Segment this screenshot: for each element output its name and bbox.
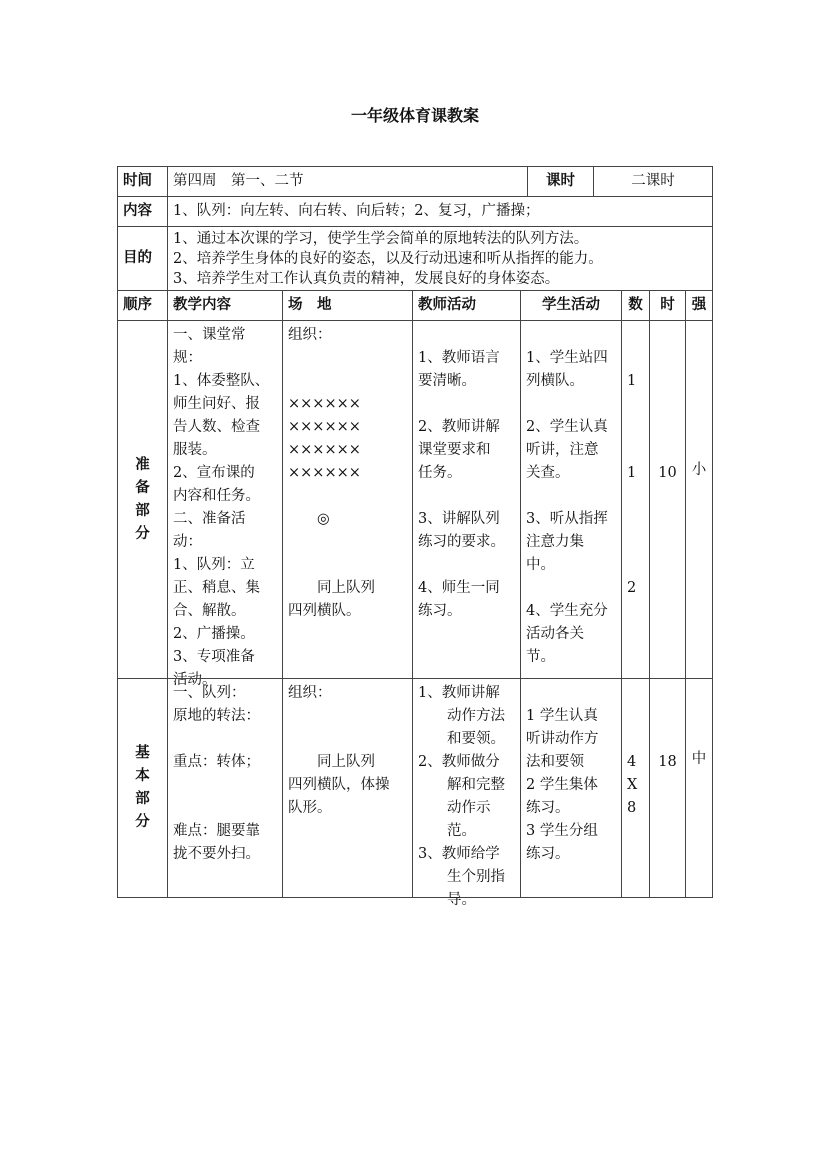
prep-content-cell [167,320,283,688]
col-header-venue: 场 地 [282,290,413,321]
cell-line: 列横队。 [526,373,584,389]
cell-line: 10 [658,465,677,481]
cell-line: 活动各关 [526,626,584,642]
page-title: 一年级体育课教案 [350,106,479,125]
prep-student-cell [520,320,622,679]
cell-line: 告人数、检查 [173,419,260,435]
cell-line [418,393,515,416]
cell-line [686,344,712,367]
cell-line: 合、解散。 [173,603,246,619]
cell-line [655,439,680,462]
cell-line: 3、听从指挥 [526,511,608,527]
cell-line: 法和要领 [526,754,584,770]
cell-line [655,324,680,347]
cell-line: 难点：腿要靠 [173,823,260,839]
cell-line [173,728,277,751]
cell-line: 要清晰。 [418,373,476,389]
cell-line: 1 [627,373,637,389]
cell-line: X [627,777,638,793]
time-value: 第四周 第一、二节 [167,166,528,197]
cell-line: 2、教师做分 [418,754,500,770]
cell-line: 队形。 [288,800,332,816]
cell-line: 重点：转体； [173,754,260,770]
prep-venue-cell [282,320,413,679]
cell-line: 2 学生集体 [526,777,598,793]
col-header-order: 顺序 [117,290,168,321]
cell-line [627,347,644,370]
cell-line [288,347,407,370]
cell-line: 注意力集 [526,534,584,550]
cell-line: 听讲动作方 [526,731,599,747]
cell-line [418,485,515,508]
cell-line [288,728,407,751]
cell-line [627,554,644,577]
cell-line [288,531,407,554]
basic-count-cell [621,678,650,898]
cell-line: 2、教师讲解 [418,419,500,435]
period-label: 课时 [527,166,594,197]
cell-line [627,508,644,531]
cell-line: 关查。 [526,465,570,481]
cell-line: 1、学生站四 [526,350,608,366]
goal-line: 3、培养学生对工作认真负责的精神，发展良好的身体姿态。 [173,271,560,287]
cell-line [627,439,644,462]
cell-line: 中。 [526,557,555,573]
cell-line [686,679,712,702]
prep-time-cell [649,320,686,679]
cell-line [655,728,680,751]
cell-line [686,702,712,725]
cell-line: 练习。 [526,800,570,816]
prep-intensity-cell [685,320,713,679]
cell-line [686,436,712,459]
cell-line: 练习。 [418,603,462,619]
cell-line: 1、体委整队、 [173,373,270,389]
cell-line: 2、宣布课的 [173,465,255,481]
cell-line: 师生问好、报 [173,396,260,412]
goal-line: 1、通过本次课的学习，使学生学会简单的原地转法的队列方法。 [173,231,589,247]
cell-line: 小 [691,462,707,478]
cell-line: 生个别指 [418,869,505,885]
time-label: 时间 [117,166,168,197]
cell-line: ×××××× [288,442,361,458]
cell-line: 1 [627,465,637,481]
cell-line: 4 [627,754,637,770]
cell-line: 任务。 [418,465,462,481]
cell-line [418,324,515,347]
cell-line: 课堂要求和 [418,442,491,458]
cell-line [288,485,407,508]
cell-line: 二、准备活 [173,511,246,527]
cell-line: ×××××× [288,465,361,481]
cell-line: 一、队列： [173,685,246,701]
cell-line: 活动。 [173,672,217,688]
cell-line [627,324,644,347]
cell-line: 拢不要外扫。 [173,846,260,862]
cell-line: 2 [627,580,637,596]
cell-line: 3、专项准备 [173,649,255,665]
cell-line [526,485,616,508]
cell-line [288,370,407,393]
cell-line: 18 [658,754,677,770]
cell-line: 1、教师语言 [418,350,500,366]
cell-line [526,682,616,705]
cell-line [655,347,680,370]
cell-line: 规： [173,350,202,366]
goal-label: 目的 [117,226,168,291]
cell-line: 练习。 [526,846,570,862]
col-header-teacher: 教师活动 [412,290,521,321]
cell-line: 中 [691,751,707,767]
cell-line: 服装。 [173,442,217,458]
basic-content-cell [167,678,283,898]
cell-line [627,485,644,508]
basic-time-cell [649,678,686,898]
cell-line [173,774,277,797]
cell-line [655,705,680,728]
cell-line [686,725,712,748]
cell-line: 2、学生认真 [526,419,608,435]
cell-line: 正、稍息、集 [173,580,260,596]
cell-line: ◎ [288,511,330,527]
section-label-basic: 基 本 部 分 [117,678,168,898]
cell-line [655,393,680,416]
cell-line [627,416,644,439]
cell-line: ×××××× [288,419,361,435]
cell-line: 4、师生一同 [418,580,500,596]
cell-line [526,393,616,416]
col-header-student: 学生活动 [520,290,622,321]
cell-line: 1、教师讲解 [418,685,500,701]
cell-line [526,324,616,347]
cell-line [627,705,644,728]
goal-cell [167,226,713,291]
col-header-intensity: 强 [685,290,713,321]
cell-line [686,413,712,436]
cell-line: 同上队列 [288,580,375,596]
cell-line: 3、教师给学 [418,846,500,862]
content-value: 1、队列：向左转、向右转、向后转；2、复习，广播操； [167,196,713,227]
cell-line [686,367,712,390]
basic-intensity-cell [685,678,713,898]
cell-line: 四列横队，体操 [288,777,390,793]
cell-line [288,705,407,728]
cell-line: ×××××× [288,396,361,412]
cell-line [627,728,644,751]
cell-line: 四列横队。 [288,603,361,619]
cell-line [686,390,712,413]
cell-line: 3、讲解队列 [418,511,500,527]
cell-line: 听讲，注意 [526,442,599,458]
cell-line: 和要领。 [418,731,505,747]
cell-line: 动作示 [418,800,491,816]
col-header-count: 数 [621,290,650,321]
prep-teacher-cell [412,320,521,679]
col-header-time: 时 [649,290,686,321]
cell-line: 1、队列：立 [173,557,255,573]
cell-line: 解和完整 [418,777,505,793]
cell-line: 组织： [288,327,332,343]
goal-line: 2、培养学生身体的良好的姿态，以及行动迅速和听从指挥的能力。 [173,251,603,267]
prep-count-cell [621,320,650,679]
cell-line [418,554,515,577]
section-label-preparation: 准 备 部 分 [117,320,168,679]
cell-line [627,393,644,416]
cell-line: 2、广播操。 [173,626,255,642]
basic-venue-cell [282,678,413,898]
cell-line [686,321,712,344]
content-label: 内容 [117,196,168,227]
cell-line [288,554,407,577]
cell-line [655,370,680,393]
cell-line: 导。 [418,892,476,908]
cell-line: 一、课堂常 [173,327,246,343]
cell-line: 内容和任务。 [173,488,260,504]
cell-line: 组织： [288,685,332,701]
cell-line: 动作方法 [418,708,505,724]
cell-line: 8 [627,800,637,816]
cell-line: 原地的转法： [173,708,260,724]
cell-line [173,797,277,820]
cell-line: 4、学生充分 [526,603,608,619]
cell-line: 节。 [526,649,555,665]
cell-line [627,682,644,705]
cell-line: 范。 [418,823,476,839]
col-header-content: 教学内容 [167,290,283,321]
cell-line: 练习的要求。 [418,534,505,550]
basic-teacher-cell [412,678,521,908]
cell-line: 1 学生认真 [526,708,598,724]
cell-line: 同上队列 [288,754,375,770]
cell-line [526,577,616,600]
cell-line: 3 学生分组 [526,823,598,839]
period-value: 二课时 [593,166,713,197]
cell-line: 动： [173,534,202,550]
cell-line [627,531,644,554]
cell-line [655,682,680,705]
basic-student-cell [520,678,622,898]
cell-line [655,416,680,439]
